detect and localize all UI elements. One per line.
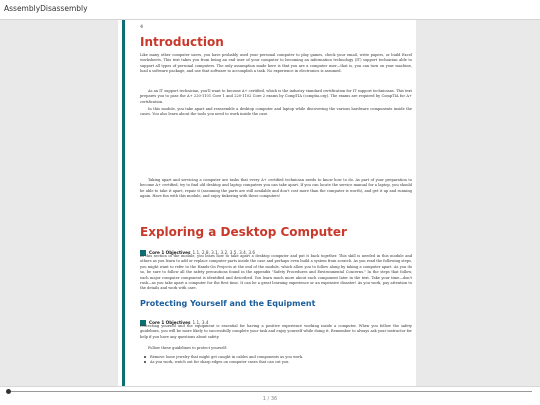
intro-paragraph-3: In this module, you take apart and reassemble a desktop computer and laptop while discovering the various hardware components inside the cases. You also learn about the tools you need to work inside the case. [140, 107, 412, 117]
subsection-paragraph-2: Follow these guidelines to protect yourself: [148, 346, 228, 350]
objectives-2 [140, 312, 209, 325]
page-number: 4 [140, 24, 144, 30]
scrubber-track[interactable] [8, 391, 532, 392]
bullet-icon [144, 361, 146, 363]
section-paragraph-1: In this section of the module, you learn how to take apart a desktop computer and put it back together. This skill is needed in this module and others as you learn to add or replace computer parts inside the case and perhaps even build a system from scratch. As you read the following steps, you might want to refer to the Hands-On Projects at the end of the module, which allow you to follow along by taking a computer apart. As you do so, be sure to follow all the safety precautions found in the appendix "Safety Procedures and Environmental Concerns." In the steps that follow, each major computer component is identified and described. You learn much more about each component later in the text. Take your time—don't rush—as you take apart a computer for the first time. It can be a great learning experience or an expensive disaster! As you work, pay attention to the details and work with care. [140, 254, 412, 291]
objectives-numbers: 1.1, 2.8, 3.1, 3.2, 3.5, 3.4, 3.6 [192, 250, 256, 255]
section-heading: Exploring a Desktop Computer [140, 225, 347, 239]
page-scrubber[interactable] [0, 386, 540, 405]
page-indicator: 1 / 36 [262, 396, 278, 402]
scrubber-handle[interactable] [6, 389, 11, 394]
intro-paragraph-4: Taking apart and servicing a computer are tasks that every A+ certified technician needs to know how to do. As part of your preparation to become A+ certified, try to find old desktop and laptop computers you can take apart. If you can locate the service manual for a laptop, you should be able to take it apart, repair it (assuming the parts are still available and don't cost more than the computer is worth), and get it up and running again. Have fun with this module, and enjoy tinkering with these computers! [140, 178, 412, 199]
app-title: AssemblyDisassembly [4, 4, 88, 13]
objectives-1 [140, 242, 256, 255]
objectives-numbers: 1.1, 3.4 [192, 320, 209, 325]
intro-heading: Introduction [140, 35, 224, 49]
guidelines-list [144, 355, 410, 366]
intro-paragraph-1: Like many other computer users, you have probably used your personal computer to play games, check your email, write papers, or build Excel worksheets. This text takes you from being an end user of your computer to becoming an information technology (IT) support technician able to support all types of personal computers. The only assumption made here is that you are a computer user—that is, you can turn on your machine, load a software package, and use that software to accomplish a task. No experience in electronics is assumed. [140, 53, 412, 74]
intro-paragraph-2: As an IT support technician, you'll want to become A+ certified, which is the industry standard certification for IT support technicians. This text prepares you to pass the A+ 220-1101 Core 1 and 220-1102 Core 2 exams by CompTIA (comptia.org). The exams are required by CompTIA for A+ certification. [140, 89, 412, 104]
objectives-label: Core 1 Objectives 1.1, 2.8, 3.1, 3.2, 3.5, 3.4, 3.6 [149, 250, 256, 255]
objectives-label: Core 1 Objectives 1.1, 3.4 [149, 320, 209, 325]
document-viewer[interactable] [0, 20, 540, 386]
document-page [118, 20, 416, 386]
list-item: As you work, watch out for sharp edges on computer cases that can cut you. [144, 360, 410, 365]
subsection-paragraph-1: Protecting yourself and the equipment is essential for having a positive experience working inside a computer. When you follow the safety guidelines, you will be more likely to successfully complete your task and enjoy yourself while doing it. Remember to always ask your instructor for help if you have any questions about safety. [140, 324, 412, 339]
subsection-heading: Protecting Yourself and the Equipment [140, 299, 316, 308]
margin-rule [122, 20, 125, 386]
bullet-icon [144, 356, 146, 358]
title-bar [0, 0, 540, 20]
list-item: Remove loose jewelry that might get caught in cables and components as you work. [144, 355, 410, 360]
